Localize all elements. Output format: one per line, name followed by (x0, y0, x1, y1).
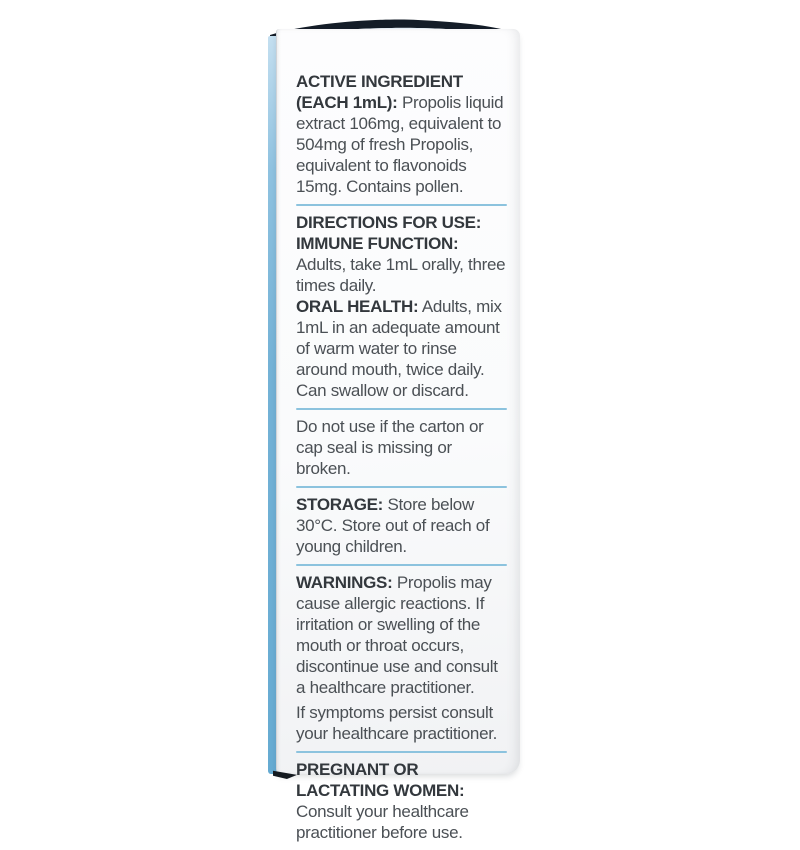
immune-function-heading: IMMUNE FUNCTION: (296, 234, 459, 253)
storage-text: STORAGE: Store below 30°C. Store out of reach of young children. (296, 495, 490, 556)
active-ingredient-text: (EACH 1mL): Propolis liquid extract 106mg, equivalent to 504mg of fresh Propolis, equivalent to flavonoids 15mg. Contains pollen. (296, 93, 504, 196)
section-storage (296, 488, 507, 564)
immune-function-text: Adults, take 1mL orally, three times daily. (296, 255, 506, 295)
active-ingredient-heading: ACTIVE INGREDIENT (296, 72, 463, 91)
warnings-persist-text: If symptoms persist consult your healthcare practitioner. (296, 703, 498, 743)
oral-health-text: ORAL HEALTH: Adults, mix 1mL in an adequate amount of warm water to rinse around mouth, twice daily. Can swallow or discard. (296, 297, 502, 400)
tamper-notice-text: Do not use if the carton or cap seal is missing or broken. (296, 417, 484, 478)
label-panel (276, 29, 520, 842)
section-tamper-notice (296, 410, 507, 486)
section-directions (296, 206, 507, 408)
carton-side-panel (266, 16, 520, 842)
directions-heading: DIRECTIONS FOR USE: (296, 213, 482, 232)
warnings-text: WARNINGS: Propolis may cause allergic reactions. If irritation or swelling of the mouth or throat occurs, discontinue use and consult a healthcare practitioner. (296, 573, 498, 697)
section-active-ingredient (296, 71, 507, 204)
pregnancy-text: PREGNANT OR LACTATING WOMEN: Consult your healthcare practitioner before use. (296, 760, 469, 842)
section-warnings (296, 566, 507, 751)
section-pregnancy (296, 753, 507, 850)
